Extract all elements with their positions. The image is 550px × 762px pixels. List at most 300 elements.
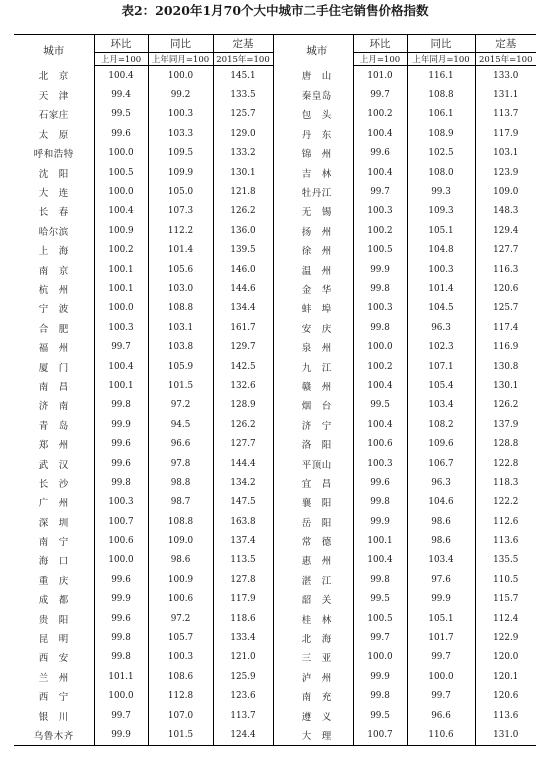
left-yoy-cell: 100.0: [148, 66, 213, 86]
table-row: [14, 415, 536, 434]
right-yoy-cell: 105.4: [407, 376, 475, 395]
table-row: [14, 241, 536, 260]
base-header-right: 定基: [475, 35, 536, 53]
mom-header-left: 环比: [94, 35, 148, 53]
right-base-cell: 112.4: [475, 609, 536, 628]
right-yoy-cell: 96.3: [407, 473, 475, 492]
right-yoy-cell: 97.6: [407, 570, 475, 589]
column-gap: [273, 124, 281, 143]
table-row: [14, 299, 536, 318]
left-mom-cell: 100.1: [94, 376, 148, 395]
right-city-cell: 襄 阳: [301, 498, 332, 510]
right-mom-cell: 100.3: [353, 299, 407, 318]
left-city-cell: 贵 阳: [38, 614, 69, 626]
left-mom-cell: 100.4: [94, 202, 148, 221]
left-mom-cell: 99.8: [94, 628, 148, 647]
left-city-cell: 太 原: [38, 129, 69, 141]
left-mom-cell: 100.4: [94, 66, 148, 86]
right-base-cell: 120.1: [475, 667, 536, 686]
right-mom-cell: 99.7: [353, 628, 407, 647]
column-gap: [273, 531, 281, 550]
left-base-cell: 145.1: [213, 66, 273, 86]
right-base-cell: 117.9: [475, 124, 536, 143]
left-yoy-cell: 98.7: [148, 493, 213, 512]
right-base-cell: 130.8: [475, 357, 536, 376]
left-mom-cell: 100.0: [94, 144, 148, 163]
column-gap: [273, 648, 281, 667]
right-base-cell: 122.2: [475, 493, 536, 512]
right-base-cell: 120.0: [475, 648, 536, 667]
left-city-cell: 大 连: [38, 188, 69, 200]
right-yoy-cell: 99.7: [407, 648, 475, 667]
left-base-cell: 113.5: [213, 551, 273, 570]
left-base-cell: 130.1: [213, 163, 273, 182]
right-yoy-cell: 99.9: [407, 590, 475, 609]
city-header-left: 城市: [14, 35, 94, 66]
left-mom-cell: 100.7: [94, 512, 148, 531]
right-yoy-cell: 102.3: [407, 337, 475, 356]
left-base-cell: 127.8: [213, 570, 273, 589]
left-city-cell: 杭 州: [38, 284, 69, 296]
left-mom-cell: 99.9: [94, 725, 148, 745]
column-gap: [273, 182, 281, 201]
right-city-cell: 宜 昌: [301, 478, 332, 490]
right-mom-cell: 100.0: [353, 337, 407, 356]
right-mom-cell: 100.0: [353, 648, 407, 667]
right-yoy-cell: 104.6: [407, 493, 475, 512]
right-mom-cell: 100.4: [353, 415, 407, 434]
left-base-cell: 126.2: [213, 415, 273, 434]
right-city-cell: 北 海: [301, 634, 332, 646]
yoy-header-right: 同比: [407, 35, 475, 53]
right-mom-cell: 100.5: [353, 241, 407, 260]
column-gap: [273, 35, 281, 66]
right-mom-cell: 99.8: [353, 493, 407, 512]
right-base-cell: 122.9: [475, 628, 536, 647]
right-base-cell: 116.9: [475, 337, 536, 356]
column-gap: [273, 241, 281, 260]
right-mom-cell: 99.6: [353, 144, 407, 163]
left-base-cell: 134.4: [213, 299, 273, 318]
right-mom-cell: 99.9: [353, 512, 407, 531]
table-row: [14, 628, 536, 647]
column-gap: [273, 628, 281, 647]
left-base-cell: 118.6: [213, 609, 273, 628]
left-city-cell: 哈尔滨: [38, 226, 69, 238]
right-mom-cell: 99.5: [353, 396, 407, 415]
right-yoy-cell: 99.3: [407, 182, 475, 201]
right-yoy-cell: 101.4: [407, 279, 475, 298]
left-yoy-cell: 98.6: [148, 551, 213, 570]
left-city-cell: 青 岛: [38, 420, 69, 432]
right-base-cell: 118.3: [475, 473, 536, 492]
table-row: [14, 279, 536, 298]
right-city-cell: 丹 东: [301, 129, 332, 141]
left-base-cell: 144.4: [213, 454, 273, 473]
right-city-cell: 岳 阳: [301, 517, 332, 529]
right-base-cell: 109.0: [475, 182, 536, 201]
left-mom-cell: 101.1: [94, 667, 148, 686]
column-gap: [273, 318, 281, 337]
right-city-cell: 唐 山: [301, 71, 332, 83]
left-mom-cell: 100.0: [94, 182, 148, 201]
left-mom-cell: 99.6: [94, 434, 148, 453]
right-mom-cell: 101.0: [353, 66, 407, 86]
right-mom-cell: 99.5: [353, 590, 407, 609]
right-mom-cell: 100.1: [353, 531, 407, 550]
left-base-cell: 124.4: [213, 725, 273, 745]
right-city-cell: 烟 台: [301, 401, 332, 413]
left-base-cell: 163.8: [213, 512, 273, 531]
left-mom-cell: 99.4: [94, 85, 148, 104]
left-city-cell: 武 汉: [38, 459, 69, 471]
right-yoy-cell: 100.3: [407, 260, 475, 279]
right-mom-cell: 100.2: [353, 105, 407, 124]
right-yoy-cell: 105.1: [407, 221, 475, 240]
right-yoy-cell: 109.3: [407, 202, 475, 221]
column-gap: [273, 706, 281, 725]
right-yoy-cell: 104.8: [407, 241, 475, 260]
table-row: [14, 493, 536, 512]
table-row: [14, 667, 536, 686]
left-mom-cell: 100.6: [94, 531, 148, 550]
left-yoy-cell: 107.3: [148, 202, 213, 221]
left-city-cell: 兰 州: [38, 672, 69, 684]
left-mom-cell: 99.9: [94, 415, 148, 434]
left-mom-cell: 100.0: [94, 551, 148, 570]
yoy-sub-right: 上年同月=100: [407, 53, 475, 66]
city-header-right: 城市: [281, 35, 353, 66]
left-mom-cell: 99.7: [94, 706, 148, 725]
right-city-cell: 金 华: [301, 284, 332, 296]
left-base-cell: 133.5: [213, 85, 273, 104]
table-row: [14, 144, 536, 163]
table-row: [14, 182, 536, 201]
right-city-cell: 安 庆: [301, 323, 332, 335]
right-base-cell: 148.3: [475, 202, 536, 221]
left-mom-cell: 100.5: [94, 163, 148, 182]
left-city-cell: 福 州: [38, 343, 69, 355]
right-mom-cell: 100.3: [353, 454, 407, 473]
left-city-cell: 天 津: [38, 91, 69, 103]
yoy-header-left: 同比: [148, 35, 213, 53]
right-mom-cell: 100.4: [353, 124, 407, 143]
left-mom-cell: 99.8: [94, 648, 148, 667]
left-base-cell: 136.0: [213, 221, 273, 240]
right-yoy-cell: 108.9: [407, 124, 475, 143]
right-city-cell: 湛 江: [301, 575, 332, 587]
left-yoy-cell: 103.8: [148, 337, 213, 356]
right-yoy-cell: 109.6: [407, 434, 475, 453]
right-yoy-cell: 102.5: [407, 144, 475, 163]
right-city-cell: 温 州: [301, 265, 332, 277]
left-city-cell: 乌鲁木齐: [14, 725, 94, 745]
table-row: [14, 221, 536, 240]
left-yoy-cell: 103.0: [148, 279, 213, 298]
left-mom-cell: 99.6: [94, 570, 148, 589]
left-yoy-cell: 109.5: [148, 144, 213, 163]
right-base-cell: 113.7: [475, 105, 536, 124]
left-base-cell: 161.7: [213, 318, 273, 337]
left-city-cell: 上 海: [38, 246, 69, 258]
table-row: [14, 202, 536, 221]
right-mom-cell: 99.5: [353, 706, 407, 725]
right-city-cell: 韶 关: [301, 595, 332, 607]
left-mom-cell: 99.9: [94, 590, 148, 609]
left-mom-cell: 100.0: [94, 687, 148, 706]
right-base-cell: 120.6: [475, 279, 536, 298]
right-city-cell: 三 亚: [301, 653, 332, 665]
column-gap: [273, 454, 281, 473]
left-yoy-cell: 97.8: [148, 454, 213, 473]
left-city-cell: 石家庄: [38, 110, 69, 122]
right-yoy-cell: 108.8: [407, 85, 475, 104]
table-row: [14, 163, 536, 182]
column-gap: [273, 85, 281, 104]
right-city-cell: 南 充: [301, 692, 332, 704]
table-row: [14, 454, 536, 473]
right-base-cell: 123.9: [475, 163, 536, 182]
column-gap: [273, 512, 281, 531]
left-yoy-cell: 107.0: [148, 706, 213, 725]
left-yoy-cell: 100.3: [148, 105, 213, 124]
right-base-cell: 128.8: [475, 434, 536, 453]
right-city-cell: 赣 州: [301, 381, 332, 393]
right-yoy-cell: 96.3: [407, 318, 475, 337]
right-mom-cell: 99.8: [353, 279, 407, 298]
table-row: [14, 706, 536, 725]
left-yoy-cell: 103.3: [148, 124, 213, 143]
left-yoy-cell: 100.9: [148, 570, 213, 589]
left-city-cell: 西 安: [38, 653, 69, 665]
left-city-cell: 广 州: [38, 498, 69, 510]
left-yoy-cell: 98.8: [148, 473, 213, 492]
left-yoy-cell: 99.2: [148, 85, 213, 104]
right-base-cell: 137.9: [475, 415, 536, 434]
right-yoy-cell: 108.2: [407, 415, 475, 434]
table-row: [14, 357, 536, 376]
left-yoy-cell: 105.0: [148, 182, 213, 201]
right-yoy-cell: 96.6: [407, 706, 475, 725]
right-base-cell: 129.4: [475, 221, 536, 240]
left-city-cell: 海 口: [38, 556, 69, 568]
right-yoy-cell: 103.4: [407, 396, 475, 415]
left-yoy-cell: 101.5: [148, 725, 213, 745]
base-sub-right: 2015年=100: [475, 53, 536, 66]
left-mom-cell: 100.1: [94, 279, 148, 298]
left-base-cell: 125.9: [213, 667, 273, 686]
left-mom-cell: 100.3: [94, 493, 148, 512]
left-base-cell: 117.9: [213, 590, 273, 609]
right-city-cell: 蚌 埠: [301, 304, 332, 316]
column-gap: [273, 376, 281, 395]
left-yoy-cell: 105.6: [148, 260, 213, 279]
left-mom-cell: 99.8: [94, 473, 148, 492]
right-base-cell: 116.3: [475, 260, 536, 279]
right-city-cell: 泉 州: [301, 343, 332, 355]
right-yoy-cell: 110.6: [407, 725, 475, 745]
right-city-cell: 扬 州: [301, 226, 332, 238]
left-base-cell: 128.9: [213, 396, 273, 415]
right-city-cell: 遵 义: [301, 711, 332, 723]
left-mom-cell: 100.0: [94, 299, 148, 318]
right-yoy-cell: 103.4: [407, 551, 475, 570]
left-base-cell: 133.2: [213, 144, 273, 163]
left-yoy-cell: 109.0: [148, 531, 213, 550]
left-base-cell: 121.8: [213, 182, 273, 201]
column-gap: [273, 299, 281, 318]
table-row: [14, 66, 536, 86]
left-yoy-cell: 100.6: [148, 590, 213, 609]
left-city-cell: 南 宁: [38, 537, 69, 549]
right-yoy-cell: 104.5: [407, 299, 475, 318]
left-base-cell: 129.0: [213, 124, 273, 143]
right-mom-cell: 99.9: [353, 667, 407, 686]
left-city-cell: 南 昌: [38, 381, 69, 393]
right-mom-cell: 99.8: [353, 318, 407, 337]
column-gap: [273, 570, 281, 589]
right-base-cell: 135.5: [475, 551, 536, 570]
base-header-left: 定基: [213, 35, 273, 53]
left-base-cell: 137.4: [213, 531, 273, 550]
left-yoy-cell: 96.6: [148, 434, 213, 453]
right-yoy-cell: 100.0: [407, 667, 475, 686]
column-gap: [273, 434, 281, 453]
right-yoy-cell: 106.1: [407, 105, 475, 124]
header-row-main: [14, 35, 536, 53]
left-base-cell: 123.6: [213, 687, 273, 706]
left-mom-cell: 100.9: [94, 221, 148, 240]
left-city-cell: 昆 明: [38, 634, 69, 646]
right-base-cell: 130.1: [475, 376, 536, 395]
right-yoy-cell: 98.6: [407, 531, 475, 550]
left-mom-cell: 99.6: [94, 124, 148, 143]
column-gap: [273, 221, 281, 240]
left-base-cell: 133.4: [213, 628, 273, 647]
left-yoy-cell: 112.2: [148, 221, 213, 240]
left-city-cell: 厦 门: [38, 362, 69, 374]
table-row: [14, 434, 536, 453]
right-city-cell: 锦 州: [301, 149, 332, 161]
right-mom-cell: 100.6: [353, 434, 407, 453]
table-row: [14, 570, 536, 589]
table-title: 表2：2020年1月70个大中城市二手住宅销售价格指数: [121, 3, 429, 18]
table-row: [14, 609, 536, 628]
right-base-cell: 131.0: [475, 725, 536, 745]
column-gap: [273, 493, 281, 512]
left-mom-cell: 99.6: [94, 454, 148, 473]
right-base-cell: 127.7: [475, 241, 536, 260]
right-yoy-cell: 101.7: [407, 628, 475, 647]
right-city-cell: 包 头: [301, 110, 332, 122]
right-mom-cell: 100.4: [353, 551, 407, 570]
left-mom-cell: 100.2: [94, 241, 148, 260]
right-city-cell: 平顶山: [301, 459, 332, 471]
right-city-cell: 秦皇岛: [301, 91, 332, 103]
right-city-cell: 惠 州: [301, 556, 332, 568]
left-mom-cell: 99.6: [94, 609, 148, 628]
right-yoy-cell: 116.1: [407, 66, 475, 86]
right-base-cell: 131.1: [475, 85, 536, 104]
column-gap: [273, 202, 281, 221]
right-yoy-cell: 108.0: [407, 163, 475, 182]
right-city-cell: 泸 州: [301, 672, 332, 684]
table-row: [14, 590, 536, 609]
table-row: [14, 396, 536, 415]
left-base-cell: 134.2: [213, 473, 273, 492]
right-yoy-cell: 105.1: [407, 609, 475, 628]
right-base-cell: 117.4: [475, 318, 536, 337]
column-gap: [273, 396, 281, 415]
column-gap: [273, 163, 281, 182]
table-row: [14, 105, 536, 124]
right-base-cell: 113.6: [475, 531, 536, 550]
column-gap: [273, 473, 281, 492]
left-mom-cell: 99.5: [94, 105, 148, 124]
left-city-cell: 成 都: [38, 595, 69, 607]
left-city-cell: 呼和浩特: [33, 149, 74, 161]
left-city-cell: 郑 州: [38, 440, 69, 452]
left-yoy-cell: 112.8: [148, 687, 213, 706]
left-yoy-cell: 97.2: [148, 609, 213, 628]
table-row: [14, 85, 536, 104]
left-yoy-cell: 103.1: [148, 318, 213, 337]
left-yoy-cell: 97.2: [148, 396, 213, 415]
right-mom-cell: 100.7: [353, 725, 407, 745]
left-city-cell: 银 川: [38, 711, 69, 723]
column-gap: [273, 667, 281, 686]
left-base-cell: 121.0: [213, 648, 273, 667]
table-row: [14, 318, 536, 337]
right-city-cell: 济 宁: [301, 420, 332, 432]
yoy-sub-left: 上年同月=100: [148, 53, 213, 66]
right-base-cell: 126.2: [475, 396, 536, 415]
right-base-cell: 113.6: [475, 706, 536, 725]
column-gap: [273, 687, 281, 706]
right-city-cell: 洛 阳: [301, 440, 332, 452]
left-city-cell: 北 京: [38, 71, 69, 83]
right-base-cell: 125.7: [475, 299, 536, 318]
left-city-cell: 重 庆: [38, 575, 69, 587]
left-city-cell: 合 肥: [38, 323, 69, 335]
left-yoy-cell: 105.9: [148, 357, 213, 376]
column-gap: [273, 590, 281, 609]
column-gap: [273, 415, 281, 434]
left-base-cell: 129.7: [213, 337, 273, 356]
left-city-cell: 长 春: [38, 207, 69, 219]
column-gap: [273, 260, 281, 279]
right-mom-cell: 100.2: [353, 357, 407, 376]
left-city-cell: 南 京: [38, 265, 69, 277]
right-mom-cell: 99.7: [353, 182, 407, 201]
left-mom-cell: 99.8: [94, 396, 148, 415]
table-row: [14, 648, 536, 667]
column-gap: [273, 609, 281, 628]
mom-header-right: 环比: [353, 35, 407, 53]
left-base-cell: 132.6: [213, 376, 273, 395]
right-city-cell: 桂 林: [301, 614, 332, 626]
left-yoy-cell: 105.7: [148, 628, 213, 647]
right-mom-cell: 100.5: [353, 609, 407, 628]
right-mom-cell: 99.7: [353, 85, 407, 104]
left-city-cell: 西 宁: [38, 692, 69, 704]
left-city-cell: 长 沙: [38, 478, 69, 490]
left-yoy-cell: 101.5: [148, 376, 213, 395]
left-city-cell: 济 南: [38, 401, 69, 413]
right-mom-cell: 100.4: [353, 376, 407, 395]
table-row: [14, 551, 536, 570]
column-gap: [273, 337, 281, 356]
